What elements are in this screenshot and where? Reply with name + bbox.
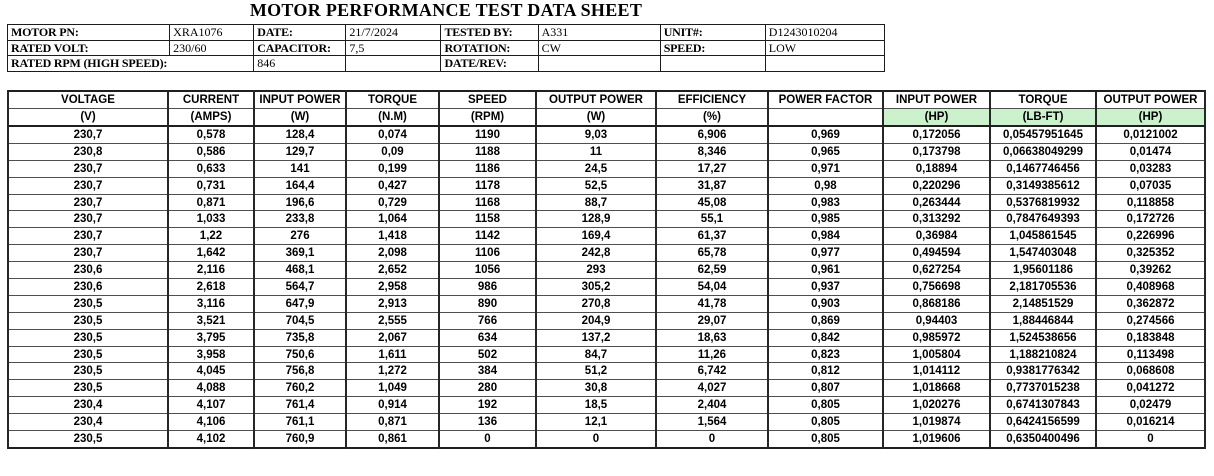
column-header-torque-n-m: TORQUE — [346, 91, 439, 109]
table-cell: 230,6 — [8, 262, 168, 279]
table-cell: 0,313292 — [883, 211, 990, 228]
info-tested-by-label: TESTED BY: — [441, 25, 538, 41]
table-cell: 3,116 — [168, 295, 254, 312]
table-row — [8, 380, 1205, 397]
table-cell: 0,969 — [768, 126, 883, 143]
table-cell: 12,1 — [536, 414, 656, 431]
table-cell: 0,041272 — [1096, 380, 1205, 397]
info-motor-pn-label: MOTOR PN: — [8, 25, 170, 41]
table-cell: 230,6 — [8, 279, 168, 296]
info-speed-value: LOW — [765, 40, 884, 56]
table-cell: 1,019606 — [883, 431, 990, 448]
table-cell: 647,9 — [254, 295, 346, 312]
table-row — [8, 126, 1205, 143]
table-cell: 233,8 — [254, 211, 346, 228]
table-cell: 2,181705536 — [990, 279, 1096, 296]
table-cell: 0,961 — [768, 262, 883, 279]
table-cell: 0,6424156599 — [990, 414, 1096, 431]
table-cell: 0,756698 — [883, 279, 990, 296]
table-cell: 242,8 — [536, 245, 656, 262]
table-cell: 0,172726 — [1096, 211, 1205, 228]
table-cell: 164,4 — [254, 177, 346, 194]
info-date-rev-label: DATE/REV: — [441, 56, 538, 72]
column-header-output-power-hp: OUTPUT POWER — [1096, 91, 1205, 109]
table-cell: 230,7 — [8, 126, 168, 143]
table-cell: 0,937 — [768, 279, 883, 296]
table-cell: 0,494594 — [883, 245, 990, 262]
table-cell: 0,172056 — [883, 126, 990, 143]
table-cell: 1,005804 — [883, 346, 990, 363]
table-row — [8, 295, 1205, 312]
table-cell: 230,4 — [8, 414, 168, 431]
column-header-current-amps: CURRENT — [168, 91, 254, 109]
table-cell: 1,22 — [168, 228, 254, 245]
table-cell: 2,098 — [346, 245, 439, 262]
table-row — [8, 177, 1205, 194]
table-cell: 1,95601186 — [990, 262, 1096, 279]
table-cell: 230,7 — [8, 194, 168, 211]
table-cell: 6,742 — [656, 363, 768, 380]
info-date-rev-value — [538, 56, 660, 72]
column-unit-input-power-w: (W) — [254, 109, 346, 127]
table-cell: 230,7 — [8, 177, 168, 194]
table-cell: 0 — [439, 431, 536, 448]
table-cell: 4,102 — [168, 431, 254, 448]
info-tested-by-value: A331 — [538, 25, 660, 41]
table-cell: 0,805 — [768, 397, 883, 414]
table-cell: 1,611 — [346, 346, 439, 363]
table-cell: 0,118858 — [1096, 194, 1205, 211]
table-cell: 0,871 — [346, 414, 439, 431]
table-cell: 0,5376819932 — [990, 194, 1096, 211]
table-cell: 0,183848 — [1096, 329, 1205, 346]
table-cell: 9,03 — [536, 126, 656, 143]
table-row — [8, 363, 1205, 380]
table-cell: 0,983 — [768, 194, 883, 211]
column-header-efficiency: EFFICIENCY — [656, 91, 768, 109]
table-cell: 1,019874 — [883, 414, 990, 431]
table-cell: 169,4 — [536, 228, 656, 245]
table-cell: 0,1467746456 — [990, 160, 1096, 177]
table-cell: 761,4 — [254, 397, 346, 414]
table-cell: 0,977 — [768, 245, 883, 262]
table-cell: 230,5 — [8, 431, 168, 448]
table-cell: 0,9381776342 — [990, 363, 1096, 380]
info-empty-cell — [660, 56, 765, 72]
table-cell: 468,1 — [254, 262, 346, 279]
table-cell: 750,6 — [254, 346, 346, 363]
table-cell: 4,107 — [168, 397, 254, 414]
table-cell: 129,7 — [254, 143, 346, 160]
info-unit-no-label: UNIT#: — [660, 25, 765, 41]
table-cell: 384 — [439, 363, 536, 380]
table-cell: 0,325352 — [1096, 245, 1205, 262]
table-cell: 230,5 — [8, 329, 168, 346]
table-cell: 2,404 — [656, 397, 768, 414]
table-cell: 1,045861545 — [990, 228, 1096, 245]
table-cell: 0,729 — [346, 194, 439, 211]
table-cell: 0,985972 — [883, 329, 990, 346]
table-cell: 51,2 — [536, 363, 656, 380]
info-capacitor-label: CAPACITOR: — [254, 40, 346, 56]
table-cell: 1,020276 — [883, 397, 990, 414]
info-table — [7, 24, 885, 72]
column-header-torque-lb-ft: TORQUE — [990, 91, 1096, 109]
table-cell: 0,199 — [346, 160, 439, 177]
table-cell: 4,088 — [168, 380, 254, 397]
table-cell: 0,805 — [768, 414, 883, 431]
table-cell: 0,903 — [768, 295, 883, 312]
info-rated-volt-value: 230/60 — [170, 40, 254, 56]
table-cell: 890 — [439, 295, 536, 312]
table-cell: 0,7847649393 — [990, 211, 1096, 228]
column-unit-torque-n-m: (N.M) — [346, 109, 439, 127]
table-cell: 0,965 — [768, 143, 883, 160]
table-cell: 766 — [439, 312, 536, 329]
column-unit-power-factor — [768, 109, 883, 127]
info-rated-rpm-value: 846 — [254, 56, 346, 72]
table-row — [8, 329, 1205, 346]
table-cell: 30,8 — [536, 380, 656, 397]
table-cell: 41,78 — [656, 295, 768, 312]
table-cell: 18,63 — [656, 329, 768, 346]
column-header-voltage-v: VOLTAGE — [8, 91, 168, 109]
column-header-speed-rpm: SPEED — [439, 91, 536, 109]
table-cell: 0,871 — [168, 194, 254, 211]
table-cell: 230,7 — [8, 245, 168, 262]
table-cell: 230,5 — [8, 312, 168, 329]
table-row — [8, 397, 1205, 414]
table-cell: 4,027 — [656, 380, 768, 397]
table-cell: 1,014112 — [883, 363, 990, 380]
table-cell: 54,04 — [656, 279, 768, 296]
table-cell: 0,113498 — [1096, 346, 1205, 363]
info-unit-no-value: D1243010204 — [765, 25, 884, 41]
table-cell: 0,02479 — [1096, 397, 1205, 414]
table-cell: 6,906 — [656, 126, 768, 143]
table-cell: 2,14851529 — [990, 295, 1096, 312]
table-cell: 1190 — [439, 126, 536, 143]
table-cell: 31,87 — [656, 177, 768, 194]
table-cell: 0,868186 — [883, 295, 990, 312]
table-cell: 0,869 — [768, 312, 883, 329]
table-cell: 17,27 — [656, 160, 768, 177]
table-cell: 564,7 — [254, 279, 346, 296]
table-cell: 1,564 — [656, 414, 768, 431]
table-cell: 45,08 — [656, 194, 768, 211]
column-header-power-factor: POWER FACTOR — [768, 91, 883, 109]
table-cell: 276 — [254, 228, 346, 245]
table-cell: 1056 — [439, 262, 536, 279]
table-cell: 61,37 — [656, 228, 768, 245]
table-cell: 0,6741307843 — [990, 397, 1096, 414]
table-cell: 0,861 — [346, 431, 439, 448]
table-cell: 0,807 — [768, 380, 883, 397]
table-cell: 0,914 — [346, 397, 439, 414]
table-cell: 1,188210824 — [990, 346, 1096, 363]
table-row — [8, 228, 1205, 245]
table-cell: 0,7737015238 — [990, 380, 1096, 397]
table-cell: 3,795 — [168, 329, 254, 346]
info-rotation-value: CW — [538, 40, 660, 56]
table-cell: 65,78 — [656, 245, 768, 262]
info-row — [8, 40, 885, 56]
table-cell: 986 — [439, 279, 536, 296]
info-motor-pn-value: XRA1076 — [170, 25, 254, 41]
table-cell: 634 — [439, 329, 536, 346]
column-unit-speed-rpm: (RPM) — [439, 109, 536, 127]
table-cell: 0,39262 — [1096, 262, 1205, 279]
column-unit-row — [8, 109, 1205, 127]
table-row — [8, 211, 1205, 228]
table-cell: 128,9 — [536, 211, 656, 228]
table-cell: 1158 — [439, 211, 536, 228]
table-cell: 502 — [439, 346, 536, 363]
table-cell: 2,958 — [346, 279, 439, 296]
table-cell: 137,2 — [536, 329, 656, 346]
info-row — [8, 25, 885, 41]
info-row — [8, 56, 885, 72]
table-cell: 2,067 — [346, 329, 439, 346]
table-cell: 0 — [1096, 431, 1205, 448]
table-cell: 230,5 — [8, 380, 168, 397]
info-date-value: 21/7/2024 — [346, 25, 441, 41]
table-cell: 0,06638049299 — [990, 143, 1096, 160]
table-cell: 2,652 — [346, 262, 439, 279]
table-cell: 0,0121002 — [1096, 126, 1205, 143]
column-unit-input-power-hp: (HP) — [883, 109, 990, 127]
table-cell: 84,7 — [536, 346, 656, 363]
table-cell: 0,823 — [768, 346, 883, 363]
table-cell: 0,36984 — [883, 228, 990, 245]
table-cell: 0,263444 — [883, 194, 990, 211]
table-cell: 11,26 — [656, 346, 768, 363]
table-cell: 0,274566 — [1096, 312, 1205, 329]
table-cell: 0,427 — [346, 177, 439, 194]
table-cell: 0 — [656, 431, 768, 448]
table-cell: 293 — [536, 262, 656, 279]
table-cell: 0,07035 — [1096, 177, 1205, 194]
table-cell: 136 — [439, 414, 536, 431]
table-cell: 1178 — [439, 177, 536, 194]
table-cell: 230,5 — [8, 363, 168, 380]
table-cell: 0,220296 — [883, 177, 990, 194]
table-row — [8, 245, 1205, 262]
column-unit-output-power-hp: (HP) — [1096, 109, 1205, 127]
table-cell: 204,9 — [536, 312, 656, 329]
table-body — [8, 126, 1205, 448]
table-cell: 1,033 — [168, 211, 254, 228]
table-cell: 8,346 — [656, 143, 768, 160]
table-row — [8, 194, 1205, 211]
table-cell: 0,016214 — [1096, 414, 1205, 431]
table-cell: 0,05457951645 — [990, 126, 1096, 143]
table-cell: 11 — [536, 143, 656, 160]
table-cell: 2,555 — [346, 312, 439, 329]
table-cell: 0,226996 — [1096, 228, 1205, 245]
table-cell: 18,5 — [536, 397, 656, 414]
info-rated-rpm-label: RATED RPM (HIGH SPEED): — [8, 56, 254, 72]
table-cell: 280 — [439, 380, 536, 397]
table-cell: 0,805 — [768, 431, 883, 448]
table-cell: 0,09 — [346, 143, 439, 160]
column-unit-torque-lb-ft: (LB-FT) — [990, 109, 1096, 127]
column-header-input-power-hp: INPUT POWER — [883, 91, 990, 109]
table-cell: 1186 — [439, 160, 536, 177]
column-unit-output-power-w: (W) — [536, 109, 656, 127]
info-capacitor-value: 7,5 — [346, 40, 441, 56]
page-title: MOTOR PERFORMANCE TEST DATA SHEET — [249, 0, 643, 20]
table-row — [8, 312, 1205, 329]
table-cell: 735,8 — [254, 329, 346, 346]
table-cell: 369,1 — [254, 245, 346, 262]
column-header-output-power-w: OUTPUT POWER — [536, 91, 656, 109]
table-cell: 1,049 — [346, 380, 439, 397]
table-cell: 0,6350400496 — [990, 431, 1096, 448]
table-cell: 52,5 — [536, 177, 656, 194]
table-cell: 1,547403048 — [990, 245, 1096, 262]
table-cell: 2,618 — [168, 279, 254, 296]
table-cell: 230,5 — [8, 295, 168, 312]
info-rated-volt-label: RATED VOLT: — [8, 40, 170, 56]
table-cell: 29,07 — [656, 312, 768, 329]
info-empty-cell — [765, 56, 884, 72]
table-cell: 0,173798 — [883, 143, 990, 160]
table-cell: 1,88446844 — [990, 312, 1096, 329]
info-empty-cell — [346, 56, 441, 72]
table-cell: 760,9 — [254, 431, 346, 448]
table-cell: 704,5 — [254, 312, 346, 329]
column-header-row — [8, 91, 1205, 109]
table-cell: 761,1 — [254, 414, 346, 431]
table-cell: 0,3149385612 — [990, 177, 1096, 194]
table-cell: 0,18894 — [883, 160, 990, 177]
table-cell: 55,1 — [656, 211, 768, 228]
table-cell: 1,524538656 — [990, 329, 1096, 346]
table-cell: 1,272 — [346, 363, 439, 380]
table-cell: 230,5 — [8, 346, 168, 363]
table-row — [8, 143, 1205, 160]
table-cell: 0,03283 — [1096, 160, 1205, 177]
table-row — [8, 414, 1205, 431]
table-cell: 196,6 — [254, 194, 346, 211]
table-cell: 230,7 — [8, 228, 168, 245]
table-cell: 4,106 — [168, 414, 254, 431]
table-cell: 192 — [439, 397, 536, 414]
table-cell: 1,064 — [346, 211, 439, 228]
table-row — [8, 262, 1205, 279]
table-cell: 3,521 — [168, 312, 254, 329]
table-cell: 0,812 — [768, 363, 883, 380]
column-header-input-power-w: INPUT POWER — [254, 91, 346, 109]
table-cell: 270,8 — [536, 295, 656, 312]
table-cell: 0,731 — [168, 177, 254, 194]
table-cell: 0,633 — [168, 160, 254, 177]
table-cell: 0,068608 — [1096, 363, 1205, 380]
table-cell: 1142 — [439, 228, 536, 245]
performance-table — [7, 90, 1206, 449]
table-cell: 24,5 — [536, 160, 656, 177]
table-cell: 305,2 — [536, 279, 656, 296]
table-row — [8, 279, 1205, 296]
table-cell: 756,8 — [254, 363, 346, 380]
table-cell: 88,7 — [536, 194, 656, 211]
table-cell: 0,98 — [768, 177, 883, 194]
table-cell: 0 — [536, 431, 656, 448]
table-cell: 230,7 — [8, 211, 168, 228]
table-cell: 1,418 — [346, 228, 439, 245]
table-cell: 0,01474 — [1096, 143, 1205, 160]
table-cell: 0,984 — [768, 228, 883, 245]
table-cell: 128,4 — [254, 126, 346, 143]
table-cell: 0,842 — [768, 329, 883, 346]
table-cell: 3,958 — [168, 346, 254, 363]
table-cell: 0,985 — [768, 211, 883, 228]
table-cell: 0,94403 — [883, 312, 990, 329]
table-cell: 1188 — [439, 143, 536, 160]
table-cell: 141 — [254, 160, 346, 177]
info-date-label: DATE: — [254, 25, 346, 41]
table-cell: 1,642 — [168, 245, 254, 262]
column-unit-efficiency: (%) — [656, 109, 768, 127]
table-cell: 0,408968 — [1096, 279, 1205, 296]
table-cell: 230,4 — [8, 397, 168, 414]
table-cell: 2,913 — [346, 295, 439, 312]
table-cell: 0,578 — [168, 126, 254, 143]
table-cell: 2,116 — [168, 262, 254, 279]
table-cell: 1168 — [439, 194, 536, 211]
table-cell: 0,627254 — [883, 262, 990, 279]
table-cell: 1106 — [439, 245, 536, 262]
info-rotation-label: ROTATION: — [441, 40, 538, 56]
column-unit-voltage-v: (V) — [8, 109, 168, 127]
table-cell: 1,018668 — [883, 380, 990, 397]
table-cell: 0,074 — [346, 126, 439, 143]
table-cell: 62,59 — [656, 262, 768, 279]
table-cell: 0,586 — [168, 143, 254, 160]
table-row — [8, 346, 1205, 363]
table-cell: 0,362872 — [1096, 295, 1205, 312]
info-speed-label: SPEED: — [660, 40, 765, 56]
table-cell: 0,971 — [768, 160, 883, 177]
table-cell: 760,2 — [254, 380, 346, 397]
table-row — [8, 160, 1205, 177]
table-cell: 230,7 — [8, 160, 168, 177]
column-unit-current-amps: (AMPS) — [168, 109, 254, 127]
table-cell: 4,045 — [168, 363, 254, 380]
table-cell: 230,8 — [8, 143, 168, 160]
table-row — [8, 431, 1205, 448]
